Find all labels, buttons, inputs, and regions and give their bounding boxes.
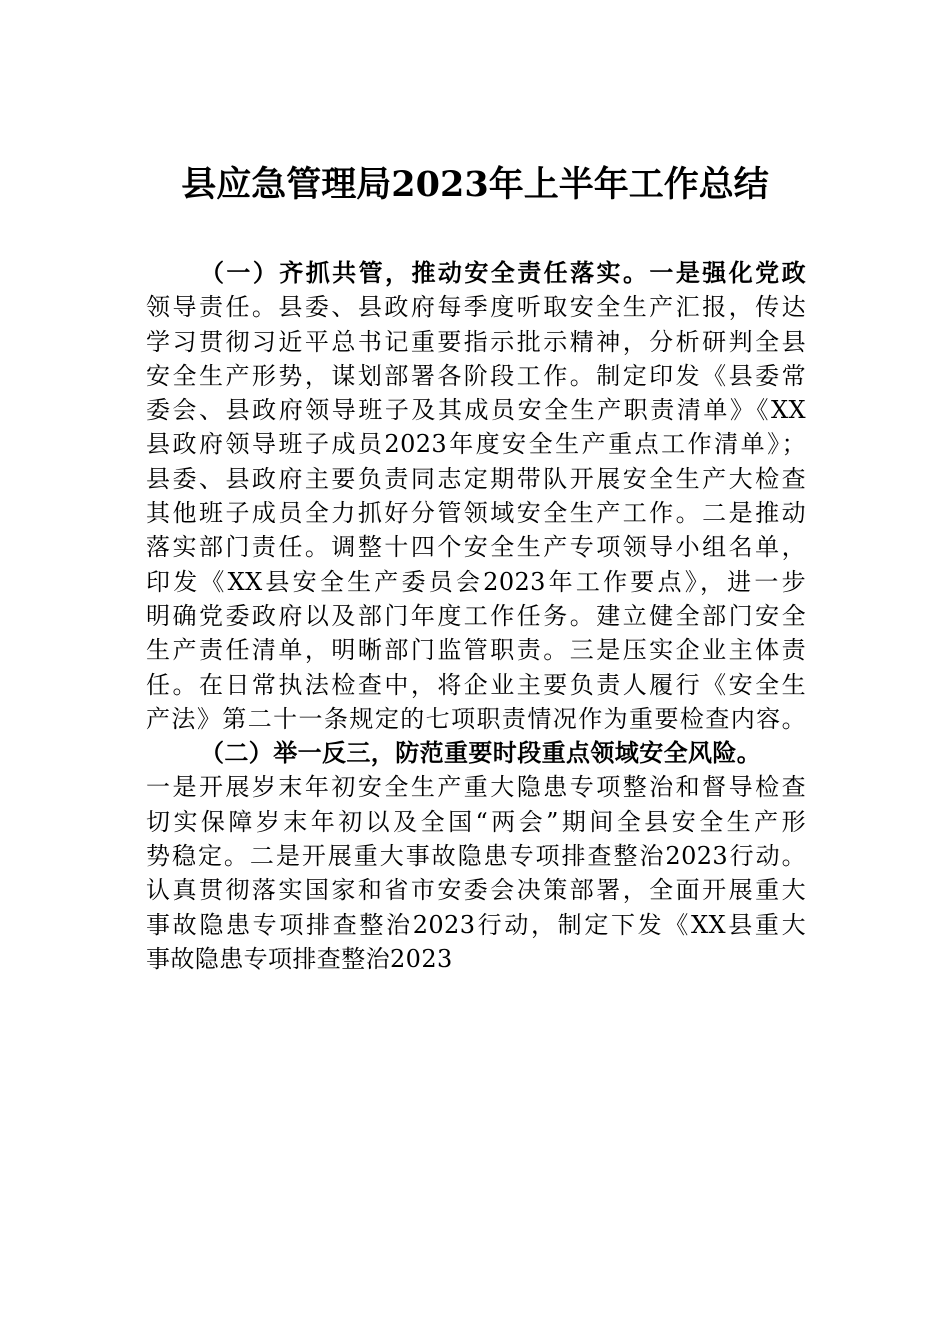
paragraph-line: 其他班子成员全力抓好分管领域安全生产工作。二是推动 [146, 499, 806, 528]
paragraph-line: 生产责任清单，明晰部门监管职责。三是压实企业主体责 [146, 636, 806, 665]
paragraph-line: 势稳定。二是开展重大事故隐患专项排查整治2023行动。 [146, 842, 806, 871]
document-body [146, 256, 806, 976]
paragraph-line: 印发《XX县安全生产委员会2023年工作要点》，进一步 [146, 567, 806, 596]
paragraph-line: 认真贯彻落实国家和省市安委会决策部署，全面开展重大 [146, 876, 806, 905]
paragraph-line: 明确党委政府以及部门年度工作任务。建立健全部门安全 [146, 601, 806, 630]
paragraph-line: 切实保障岁末年初以及全国“两会”期间全县安全生产形 [146, 807, 806, 836]
paragraph-line: 事故隐患专项排查整治2023行动，制定下发《XX县重大 [146, 910, 806, 939]
paragraph-line: 任。在日常执法检查中，将企业主要负责人履行《安全生 [146, 670, 806, 699]
paragraph-line: 学习贯彻习近平总书记重要指示批示精神，分析研判全县 [146, 327, 806, 356]
paragraph-line: 县政府领导班子成员2023年度安全生产重点工作清单》； [146, 430, 806, 459]
paragraph-line: 事故隐患专项排查整治2023 [146, 944, 453, 973]
section-1-heading-line: （一）齐抓共管，推动安全责任落实。一是强化党政 [200, 258, 806, 287]
paragraph-line: 安全生产形势，谋划部署各阶段工作。制定印发《县委常 [146, 361, 806, 390]
paragraph-line: 一是开展岁末年初安全生产重大隐患专项整治和督导检查 [146, 773, 806, 802]
paragraph-line: 落实部门责任。调整十四个安全生产专项领导小组名单， [146, 533, 806, 562]
document-title: 县应急管理局2023年上半年工作总结 [181, 164, 769, 205]
paragraph-line: 委会、县政府领导班子及其成员安全生产职责清单》《XX [146, 396, 806, 425]
section-2-heading-line: （二）举一反三，防范重要时段重点领域安全风险。 [200, 738, 762, 768]
paragraph-line: 产法》第二十一条规定的七项职责情况作为重要检查内容。 [146, 704, 806, 733]
paragraph-line: 县委、县政府主要负责同志定期带队开展安全生产大检查 [146, 464, 806, 493]
paragraph-line: 领导责任。县委、县政府每季度听取安全生产汇报，传达 [146, 293, 806, 322]
